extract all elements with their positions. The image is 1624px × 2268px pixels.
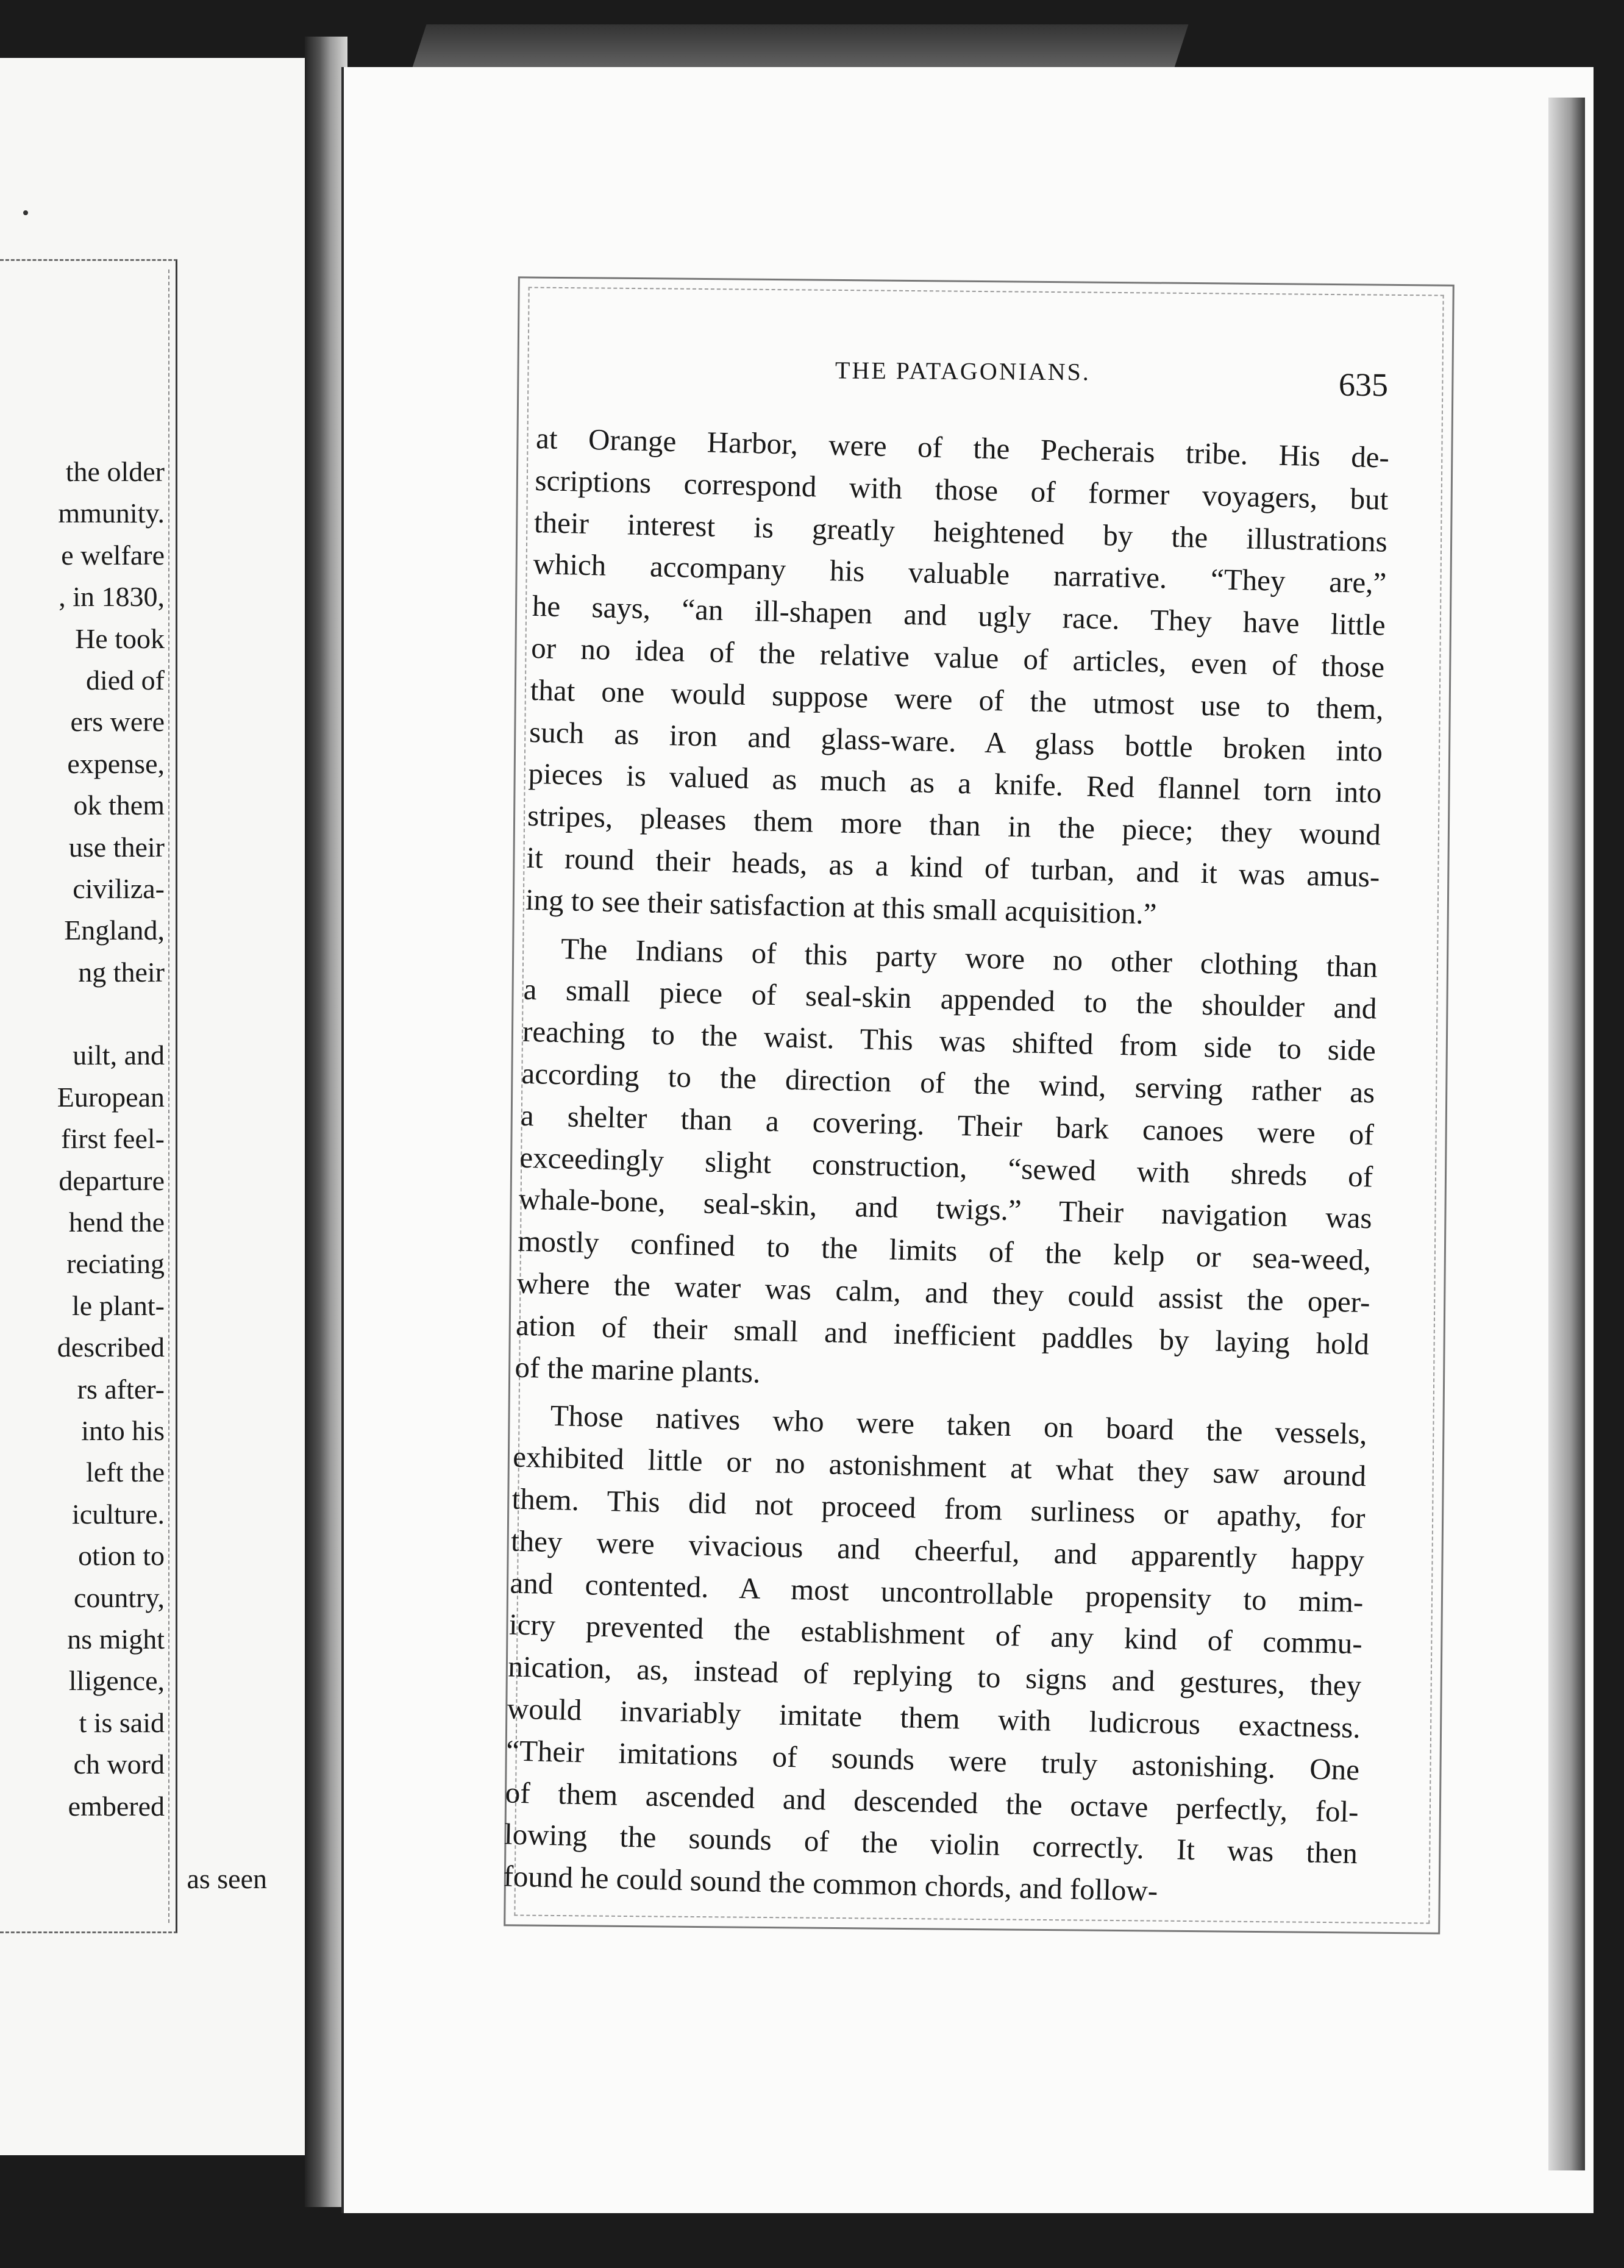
paragraph (503, 1394, 1367, 1917)
previous-page-line: left the (86, 1457, 165, 1488)
text-line: scriptions correspond with those of former voyagers, but (535, 463, 1389, 516)
text-line: stripes, pleases them more than in the piece; they wound (527, 799, 1381, 852)
previous-page-line: le plant- (72, 1289, 165, 1321)
text-line: their interest is greatly heightened by the illustrations (533, 505, 1388, 558)
paragraph (525, 418, 1389, 940)
previous-page-line: ok them (73, 790, 165, 821)
text-line: pieces is valued as much as a knife. Red flannel torn into (528, 757, 1383, 810)
previous-page-line: t is said (79, 1706, 165, 1738)
previous-page-line: departure (59, 1164, 165, 1196)
text-line: would invariably imitate them with ludicrous exactness. (507, 1691, 1361, 1745)
paragraph (515, 927, 1378, 1407)
text-line: of the marine plants. (515, 1350, 761, 1389)
text-line: that one would suppose were of the utmost use to them, (530, 672, 1384, 726)
text-line: according to the direction of the wind, serving rather as (521, 1056, 1375, 1110)
text-line: whale-bone, seal-skin, and twigs.” Their navigation was (518, 1182, 1373, 1235)
text-line: exceedingly slight construction, “sewed with shreds of (519, 1140, 1373, 1193)
text-line: it round their heads, as a kind of turban, and it was amus- (526, 840, 1380, 894)
previous-page-line: rs after- (77, 1373, 165, 1405)
previous-page-line: civiliza- (73, 872, 165, 904)
text-line: a small piece of seal-skin appended to the shoulder and (523, 972, 1377, 1025)
text-line: of them ascended and descended the octave perfectly, fol- (505, 1775, 1359, 1828)
previous-page-line: European (57, 1081, 165, 1113)
previous-page-line: use their (68, 831, 165, 863)
text-line: found he could sound the common chords, and follow- (503, 1859, 1158, 1908)
previous-page-line: England, (64, 915, 165, 946)
text-line: “Their imitations of sounds were truly astonishing. One (505, 1733, 1360, 1786)
previous-page-line: expense, (67, 747, 165, 779)
previous-page-line: mmunity. (58, 497, 165, 529)
text-line: which accompany his valuable narrative. “They are,” (532, 547, 1387, 601)
text-line: Those natives who were taken on board the vessels, (550, 1399, 1368, 1451)
text-line: a shelter than a covering. Their bark canoes were of (520, 1098, 1375, 1152)
previous-page-line: uilt, and (73, 1040, 165, 1071)
page-edge (1548, 98, 1585, 2170)
previous-page-line: iculture. (72, 1498, 165, 1530)
previous-page-line: described (57, 1332, 165, 1363)
previous-page-line: the older (65, 456, 165, 487)
running-head: THE PATAGONIANS. (835, 356, 1091, 386)
text-line: such as iron and glass-ware. A glass bottle broken into (529, 715, 1383, 768)
previous-page-line: died of (85, 664, 165, 696)
text-line: and contented. A most uncontrollable propensity to mim- (510, 1566, 1364, 1619)
text-line: reaching to the waist. This was shifted from side to side (522, 1014, 1376, 1068)
previous-page-line: country, (73, 1582, 165, 1613)
previous-page-line (0, 993, 165, 1035)
previous-page-line: otion to (78, 1540, 165, 1572)
previous-page-line: first feel- (61, 1123, 165, 1155)
text-line: nication, as, instead of replying to signs and gestures, they (507, 1649, 1362, 1703)
previous-page-text (0, 451, 165, 1827)
previous-page-line: reciating (66, 1248, 165, 1280)
text-line: them. This did not proceed from surliness or apathy, for (511, 1482, 1366, 1535)
previous-page-line: hend the (68, 1207, 165, 1238)
ink-speck (23, 210, 28, 215)
body-text (503, 418, 1390, 1917)
text-line: they were vivacious and cheerful, and apparently happy (510, 1524, 1365, 1577)
text-line: exhibited little or no astonishment at what they saw around (512, 1439, 1367, 1493)
text-line: he says, “an ill-shapen and ugly race. They have little (532, 589, 1386, 642)
previous-page-line: into his (81, 1414, 165, 1446)
page-number: 635 (1338, 366, 1389, 404)
previous-page-line: ch word (73, 1749, 165, 1780)
text-line: lowing the sounds of the violin correctly. It was then (504, 1817, 1358, 1870)
previous-page-tail-line: as seen (187, 1863, 267, 1894)
text-line: The Indians of this party wore no other clothing than (560, 931, 1378, 984)
previous-page-line: lligence, (68, 1665, 165, 1697)
text-line: ation of their small and inefficient paddles by laying hold (515, 1308, 1370, 1361)
text-line: mostly confined to the limits of the kelp or sea-weed, (517, 1224, 1372, 1277)
text-line: where the water was calm, and they could assist the oper- (516, 1266, 1371, 1319)
previous-page-line: ers were (70, 706, 165, 738)
previous-page (0, 58, 321, 2155)
previous-page-line: e welfare (61, 539, 165, 571)
text-line: at Orange Harbor, were of the Pecherais tribe. His de- (535, 421, 1390, 474)
previous-page-line: embered (68, 1790, 165, 1822)
text-line: ing to see their satisfaction at this small acquisition.” (525, 882, 1158, 931)
previous-page-line: He took (75, 622, 165, 654)
text-line: or no idea of the relative value of articles, even of those (530, 630, 1385, 684)
text-line: icry prevented the establishment of any kind of commu- (508, 1607, 1363, 1661)
previous-page-line: ng their (78, 956, 165, 988)
previous-page-line: , in 1830, (59, 581, 165, 613)
previous-page-line: ns might (67, 1623, 165, 1655)
